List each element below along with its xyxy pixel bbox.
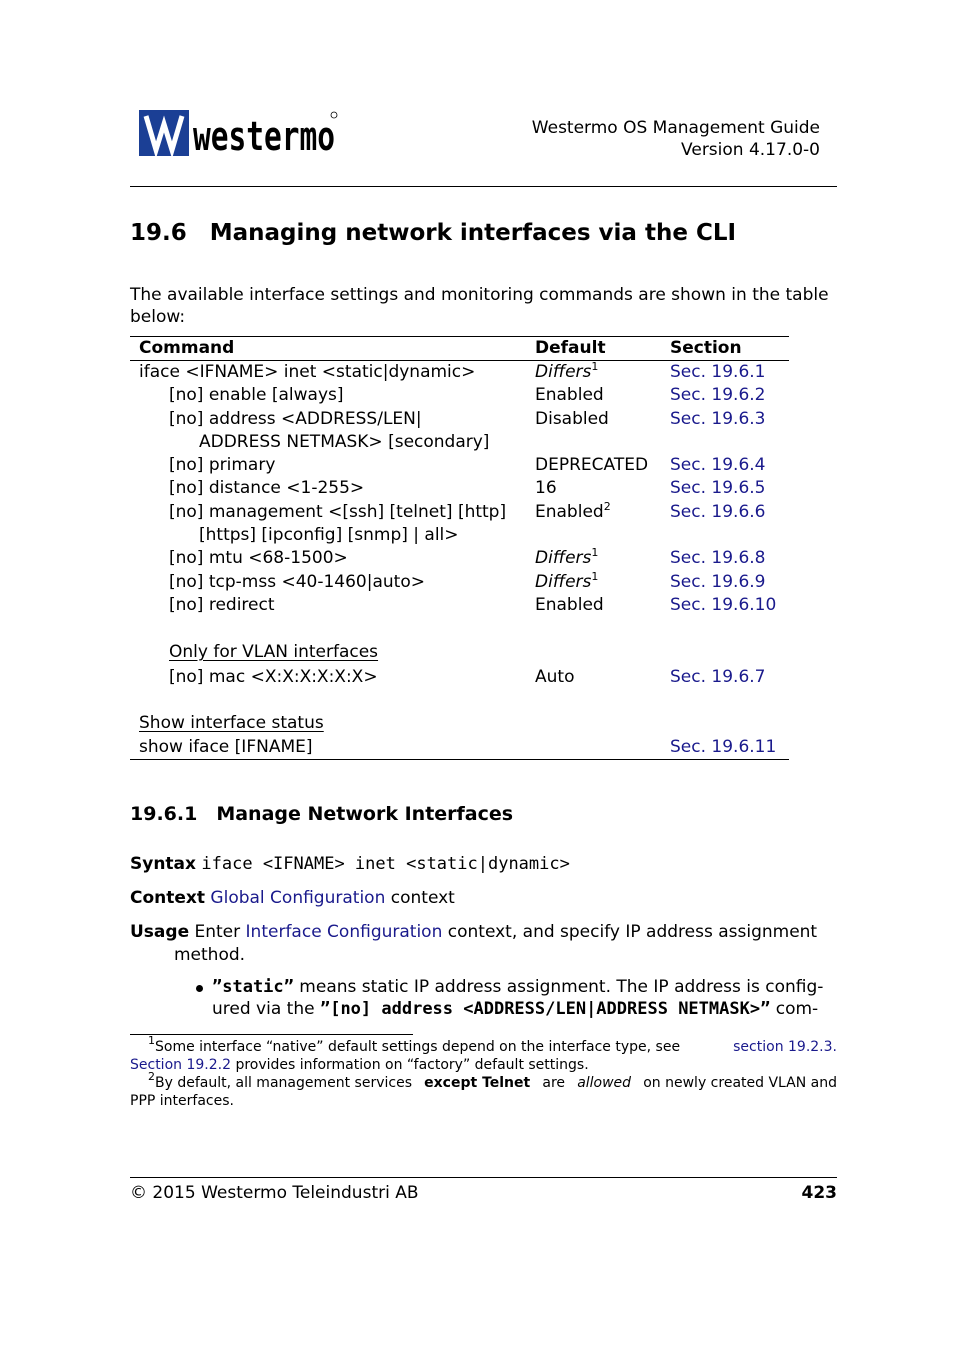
bullet-line-1 <box>212 977 823 997</box>
global-configuration-link[interactable]: Global Configuration <box>210 888 386 908</box>
subsection-heading <box>130 803 513 825</box>
copyright-text: 2015 Westermo Teleindustri AB <box>152 1183 419 1203</box>
table-row-command: [no] distance <1-255> <box>169 478 365 498</box>
table-row-default: 16 <box>535 478 557 498</box>
table-row-default: Differs$^1$ <box>535 546 599 568</box>
intro-line-2: below: <box>130 307 186 327</box>
table-row-command: [no] primary <box>169 455 276 475</box>
table-row-command: [no] management <[ssh] [telnet] [http] <box>169 502 507 522</box>
table-row-default: Differs$^1$ <box>535 570 599 592</box>
context-label: Context <box>130 888 206 908</box>
table-row-command-continued: ADDRESS NETMASK> [secondary] <box>199 432 490 452</box>
table-row-command: [no] tcp-mss <40-1460|auto> <box>169 572 425 592</box>
table-row-default: Enabled <box>535 595 604 615</box>
bullet-dot <box>196 985 203 992</box>
footnote-2-mark: 2 <box>148 1070 155 1083</box>
footnote-section-link-2[interactable]: Section 19.2.2 <box>130 1057 231 1073</box>
footnote-2-text: By default, all management services <box>155 1075 412 1091</box>
table-header-section: Section <box>670 338 742 358</box>
table-header-command: Command <box>139 338 235 358</box>
footnote-rule <box>130 1034 413 1035</box>
usage-label: Usage <box>130 922 190 942</box>
static-keyword: ”static” <box>212 977 294 997</box>
table-row-section-link[interactable]: Sec. 19.6.4 <box>670 455 766 475</box>
table-row-default: Enabled$^2$ <box>535 500 611 522</box>
table-header-default: Default <box>535 338 606 358</box>
guide-title: Westermo OS Management Guide <box>531 118 820 138</box>
table-row-section-link[interactable]: Sec. 19.6.9 <box>670 572 766 592</box>
section-title: Managing network interfaces via the CLI <box>209 220 737 246</box>
westermo-logo <box>139 110 339 158</box>
table-row-command: iface <IFNAME> inet <static|dynamic> <box>139 362 476 382</box>
table-row-section-link[interactable]: Sec. 19.6.7 <box>670 667 766 687</box>
table-bottom-rule <box>130 759 789 760</box>
syntax-label: Syntax <box>130 854 196 874</box>
table-row-section-link[interactable]: Sec. 19.6.1 <box>670 362 766 382</box>
bullet-line-2 <box>212 999 818 1019</box>
page-number: 423 <box>801 1183 837 1203</box>
footnote-section-link[interactable]: section 19.2.3. <box>733 1039 837 1055</box>
table-row-command: [no] mtu <68-1500> <box>169 548 348 568</box>
table-row-command: [no] enable [always] <box>169 385 344 405</box>
table-top-rule <box>130 336 789 337</box>
table-row-command-continued: [https] [ipconfig] [snmp] | all> <box>199 525 459 545</box>
usage-line <box>130 922 817 942</box>
context-line <box>130 888 455 908</box>
header-rule <box>130 186 837 187</box>
bullet-text: means static IP address assignment. The IP address is config- <box>299 977 824 997</box>
table-row-default: DEPRECATED <box>535 455 649 475</box>
footnote-2-italic: allowed <box>577 1075 632 1091</box>
footnote-2-line-2: PPP interfaces. <box>130 1093 234 1109</box>
table-row-section-link[interactable]: Sec. 19.6.2 <box>670 385 766 405</box>
table-row-section-link[interactable]: Sec. 19.6.11 <box>670 737 777 757</box>
copyright-notice <box>130 1183 419 1203</box>
address-command-code: ”[no] address <ADDRESS/LEN|ADDRESS NETMASK>” <box>319 999 771 1019</box>
usage-text: context, and specify IP address assignment <box>447 922 818 942</box>
table-row-default: Disabled <box>535 409 609 429</box>
interface-configuration-link[interactable]: Interface Configuration <box>245 922 443 942</box>
table-row-command: [no] redirect <box>169 595 275 615</box>
table-row-section-link[interactable]: Sec. 19.6.8 <box>670 548 766 568</box>
logo-wordmark: westermo <box>193 114 335 160</box>
usage-line-2: method. <box>174 945 246 965</box>
usage-text: Enter <box>194 922 241 942</box>
table-group-heading: Show interface status <box>139 713 324 733</box>
footnote-2-text: on newly created VLAN and <box>643 1075 837 1091</box>
table-row-command: [no] mac <X:X:X:X:X:X> <box>169 667 378 687</box>
footnote-2-bold: except Telnet <box>424 1075 531 1091</box>
table-row-default: Differs$^1$ <box>535 360 599 382</box>
table-header-rule <box>130 360 789 361</box>
footnote-1 <box>130 1034 837 1074</box>
table-row-section-link[interactable]: Sec. 19.6.6 <box>670 502 766 522</box>
section-number: 19.6 <box>130 220 187 246</box>
bullet-text: ured via the <box>212 999 315 1019</box>
table-row-section-link[interactable]: Sec. 19.6.5 <box>670 478 766 498</box>
table-group-heading: Only for VLAN interfaces <box>169 642 379 662</box>
footnote-2-text: are <box>542 1075 566 1091</box>
intro-line-1: The available interface settings and monitoring commands are shown in the table <box>130 285 829 305</box>
table-row-default: Auto <box>535 667 575 687</box>
table-row-default: Enabled <box>535 385 604 405</box>
table-row-section-link[interactable]: Sec. 19.6.10 <box>670 595 777 615</box>
guide-version: Version 4.17.0-0 <box>681 140 820 160</box>
copyright-icon: © <box>130 1183 147 1203</box>
footnote-1-text: Some interface “native” default settings depend on the interface type, see <box>155 1039 681 1055</box>
footnote-1-mark: 1 <box>148 1034 155 1047</box>
footnote-1-text-2: provides information on “factory” default settings. <box>235 1057 589 1073</box>
table-row-command: show iface [IFNAME] <box>139 737 313 757</box>
subsection-number: 19.6.1 <box>130 803 198 825</box>
table-row-section-link[interactable]: Sec. 19.6.3 <box>670 409 766 429</box>
intro-paragraph <box>130 284 838 328</box>
footer-rule <box>130 1177 837 1178</box>
section-heading <box>130 220 736 246</box>
subsection-title: Manage Network Interfaces <box>216 803 514 825</box>
syntax-code: iface <IFNAME> inet <static|dynamic> <box>201 854 570 874</box>
footnote-2 <box>130 1070 837 1110</box>
table-row-command: [no] address <ADDRESS/LEN| <box>169 409 422 429</box>
bullet-text: com- <box>775 999 819 1019</box>
syntax-line <box>130 854 570 874</box>
context-rest: context <box>390 888 455 908</box>
